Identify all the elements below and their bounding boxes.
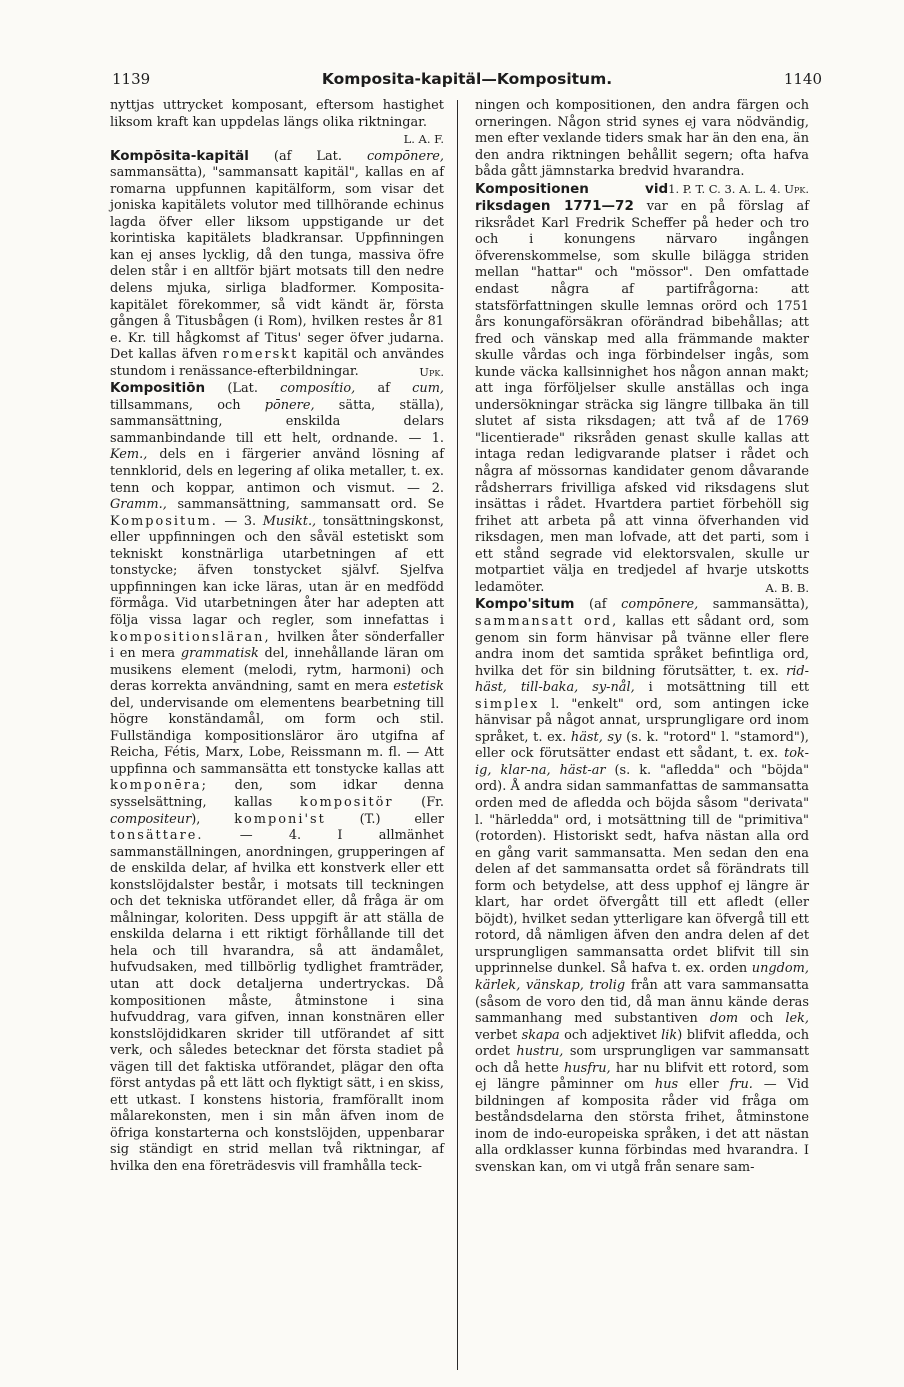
- entry-text: hvilken åter sönderfaller i en mera: [110, 629, 444, 662]
- entry-text: del, undervisande om elementens bearbetning till högre konständamål, om form och stil. Fullständiga kompositionsläror äro utgifna af Reicha, Fétis, Marx, Lobe, Reissmann m. fl. — Att uppfinna och sammansätta ett tonstycke kallas att: [110, 695, 444, 777]
- entry-spaced: komponēra;: [110, 778, 208, 794]
- entry-italic: estetisk: [393, 679, 444, 695]
- entry-text: och: [738, 1011, 786, 1027]
- entry-spaced: komponi'st: [234, 811, 326, 827]
- entry-text: — 3.: [217, 513, 263, 529]
- entry-italic: compōnere,: [621, 597, 699, 613]
- entry-text: (s. k. "afledda" och "böjda" ord). Å andra sidan sammanfattas de sammansatta orden med de afledda och böjda såsom "derivata" l. "härledda" ord, i motsättning till de "primitiva" (rotorden). Historiskt sedt, hafva nästan alla ord en gång varit sammansatta. Men sedan den ena delen af det sammansatta ordet så förändrats till form och betydelse, att dess upphof ej längre är klart, har ordet öfvergått till ett afledt (eller böjdt), hvilket sedan ytterligare kan öfvergå till ett rotord, då nämligen äfven den andra delen af det ursprungligen sammansatta ordet blifvit till sin upprinnelse dunkel. Så hafva t. ex. orden: [475, 762, 810, 977]
- entry-italic: cum,: [412, 381, 445, 397]
- entry-spaced: simplex: [475, 696, 540, 712]
- entry-kompositionen-riksdagen: [475, 181, 809, 597]
- entry-text: från att vara sammansatta (såsom de voro den tid, då man ännu kände deras sammanhang med substantiven: [475, 977, 809, 1027]
- page-header: [112, 70, 822, 92]
- entry-text: sammansättning, sammansatt ord. Se: [166, 497, 444, 513]
- entry-italic: lek,: [785, 1011, 809, 1027]
- entry-text: af: [355, 381, 413, 397]
- author-signature: 1. P. T. C. 3. A. L. 4. Upk.: [668, 181, 809, 196]
- entry-text: (Lat.: [205, 381, 281, 397]
- entry-italic: grammatisk: [180, 646, 259, 662]
- entry-italic: fru.: [729, 1077, 753, 1093]
- entry-italic: hus: [654, 1077, 679, 1093]
- entry-text: och adjektivet: [559, 1027, 662, 1043]
- entry-italic: häst, sy: [570, 729, 622, 745]
- entry-continuation: [110, 98, 444, 148]
- entry-italic: Gramm.,: [110, 497, 167, 513]
- entry-headword: Kompōsita-kapitäl: [110, 147, 249, 164]
- entry-italic: lik: [661, 1027, 678, 1043]
- entry-italic: Musikt.,: [262, 513, 317, 529]
- running-title: Komposita-kapitäl—Kompositum.: [321, 70, 613, 88]
- entry-text: den, som idkar denna sysselsättning, kallas: [110, 778, 444, 810]
- entry-text: har nu blifvit ett rotord, som ej längre påminner om: [475, 1060, 809, 1093]
- author-signature: L. A. F.: [403, 132, 444, 147]
- entry-italic: dom: [709, 1011, 739, 1027]
- entry-text: verbet: [475, 1027, 522, 1043]
- entry-italic: husfru,: [564, 1060, 611, 1076]
- entry-text: — 4. I allmänhet sammanställningen, anordningen, grupperingen af de enskilda delar, af hvilka ett konstverk eller ett konstslöjdalster består, i motsats till teckningen och det tekniska utförandet eller, då fråga är om målningar, koloriten. Dess uppgift är att ställa de enskilda delarna i ett riktigt förhållande till det hela och till hvarandra, så att ändamålet, hufvudsaken, med tillbörlig tydlighet framträder, utan att dock detaljerna undertryckas. Då kompositionen måste, åtminstone i sina hufvuddrag, vara gifven, innan konstnären eller konstslöjdidkaren skrider till utförandet af sitt verk, och således betecknar det första stadiet på vägen till det faktiska utförandet, plägar den ofta först antydas på ett lätt och flyktigt sätt, i en skiss, ett utkast. I konstens historia, framförallt inom målarekonsten, men i sin mån äfven inom de öfriga konstarterna och konstslöjden, uppenbarar sig ständigt en strid mellan två riktningar, af hvilka den ena företrädesvis vill framhålla teck-: [110, 828, 444, 1174]
- entry-text: dels en i färgerier använd lösning af tennklorid, dels en legering af olika metaller, t. ex. tenn och koppar, antimon och vismut. — 2.: [110, 447, 444, 496]
- entry-text: tillsammans, och: [110, 397, 265, 413]
- entry-text: ),: [191, 811, 235, 827]
- entry-text: sätta, ställa), sammansättning, enskilda delars sammanbindande till ett helt, ordnande. — 1.: [110, 397, 444, 446]
- entry-text: i motsättning till ett: [634, 680, 809, 696]
- entry-text: nyttjas uttrycket komposant, eftersom hastighet liksom kraft kan uppdelas längs olika riktningar.: [110, 98, 444, 130]
- entry-text: sammansätta),: [698, 597, 809, 613]
- entry-text: del, innehållande läran om musikens element (melodi, rytm, harmoni) och deras korrekta användning, samt en mera: [110, 646, 445, 695]
- entry-continuation: [475, 98, 809, 196]
- entry-italic: ungdom, kärlek, vänskap, trolig: [475, 961, 809, 993]
- entry-spaced: romerskt: [222, 347, 299, 363]
- entry-italic: skapa: [521, 1027, 560, 1043]
- entry-spaced: sammansatt ord,: [475, 613, 619, 629]
- column-divider: [457, 100, 458, 1370]
- entry-text: (af: [574, 597, 622, 613]
- author-signature: Upk.: [419, 364, 444, 379]
- entry-italic: compositeur: [110, 811, 192, 827]
- entry-italic: Kem.,: [110, 447, 148, 463]
- entry-text: l. "enkelt" ord, som antingen icke hänvisar på något annat, ursprungligare ord inom språket, t. ex.: [475, 696, 809, 745]
- entry-text: som ursprungligen var sammansatt och då hette: [475, 1044, 809, 1076]
- entry-text: kapitäl och användes stundom i renässance-efterbildningar.: [110, 347, 445, 379]
- entry-spaced: kompositionsläran,: [110, 629, 271, 645]
- page-number-left: 1139: [112, 70, 151, 88]
- entry-text: (Fr.: [393, 794, 444, 810]
- entry-kompositum: [475, 596, 809, 1176]
- entry-text: ) blifvit afledda, och ordet: [475, 1027, 810, 1060]
- entry-text: — Vid bildningen af komposita råder vid fråga om beståndsdelarna den största frihet, åtminstone inom de indo-europeiska språken, i det att nästan alla ordklasser kunna förbindas med hvarandra. I svenskan kan, om vi utgå från senare sam-: [475, 1077, 809, 1175]
- entry-text: sammansätta), "sammansatt kapitäl", kallas en af romarna uppfunnen kapitälform, som visar det joniska kapitälets volutor med tillhörande echinus lagda öfver eller liksom uppstigande ur det korintiska kapitälets bladkransar. Uppfinningen kan ej anses lycklig, då den tunga, massiva öfre delen står i en alltför bjärt motsats till den nedre delens mjuka, sirliga bladformer. Komposita-kapitälet förekommer, så vidt kändt är, första gången å Titusbågen (i Rom), hvilken restes år 81 e. Kr. till hågkomst af Titus' seger öfver judarna. Det kallas äfven: [110, 165, 444, 363]
- entry-spaced: Kompositum.: [110, 513, 218, 529]
- entry-spaced: kompositör: [299, 794, 394, 810]
- author-signature: A. B. B.: [765, 580, 809, 595]
- entry-text: (af Lat.: [273, 148, 367, 164]
- entry-headword: Kompo'situm: [475, 596, 575, 613]
- right-column: [475, 98, 809, 1177]
- entry-text: (T.) eller: [325, 811, 445, 827]
- entry-spaced: tonsättare.: [110, 828, 204, 844]
- entry-italic: tok-ig, klar-na, häst-ar: [475, 746, 809, 778]
- entry-komposition: [110, 380, 444, 1175]
- entry-italic: pōnere,: [264, 397, 315, 413]
- left-column: [110, 98, 444, 1176]
- page-number-right: 1140: [783, 70, 822, 88]
- entry-text: tonsättningskonst, eller uppfinningen och den såväl estetiskt som tekniskt konstnärliga utarbetningen af ett tonstycke; äfven tonstycket självf. Sjelfva uppfinningen kan icke läras, utan är en medfödd förmåga. Vid utarbetningen åter har adepten att följa vissa lagar och regler, som innefattas i: [110, 513, 444, 628]
- entry-text: eller: [678, 1077, 730, 1093]
- entry-headword: Kompositionen vid riksdagen 1771—72: [475, 180, 669, 215]
- entry-text: kallas ett sådant ord, som genom sin form hänvisar på tvänne eller flere andra inom det samtida språket befintliga ord, hvilka det för sin bildning förutsätter, t. ex.: [475, 613, 809, 679]
- entry-italic: hustru,: [516, 1044, 564, 1060]
- entry-text: ningen och kompositionen, den andra färgen och orneringen. Någon strid synes ej vara nödvändig, men efter vexlande tiders smak har än den ena, än den andra riktningen behållit segern; ofta hafva båda gått jämnstarka bredvid hvarandra.: [475, 98, 809, 180]
- entry-text: (s. k. "rotord" l. "stamord"), eller ock förutsätter endast ett sådant, t. ex.: [475, 729, 809, 762]
- entry-text: var en på förslag af riksrådet Karl Fredrik Scheffer på heder och tro och i konungens närvaro ingången öfverenskommelse, som skulle bilägga striden mellan "hattar" och "mössor". Den omfattade endast några af partifrågorna: att statsförfattningen skulle lemnas orörd och 1751 års konungaförsäkran oförändrad bibehållas; att fred och vänskap med alla främmande makter skulle vårdas och inga förbindelser ingås, som kunde väcka kallsinnighet hos någon annan makt; att inga förföljelser skulle anställas och inga undersökningar sträcka sig längre tillbaka än till slutet af sista riksdagen; att två af de 1769 "licentierade" riksråden genast skulle kallas att intaga redan ledigvarande platser i rådet och några af mössornas kandidater genom dåvarande rådsherrars frivilliga afsked vid riksdagens slut insättas i rådet. Hvartdera partiet förbehöll sig frihet att arbeta på att vinna öfverhanden vid riksdagen, men man lofvade, att det parti, som i ett stånd segrade vid elektorsvalen, skulle ur motpartiet välja en tredjedel af hvarje utskotts ledamöter.: [475, 199, 810, 595]
- entry-headword: Kompositiōn: [110, 380, 206, 397]
- entry-italic: rid-häst, till-baka, sy-nål,: [475, 663, 809, 696]
- entry-italic: composítio,: [280, 381, 356, 397]
- entry-komposita-kapital: [110, 148, 444, 381]
- entry-italic: compōnere,: [366, 148, 444, 164]
